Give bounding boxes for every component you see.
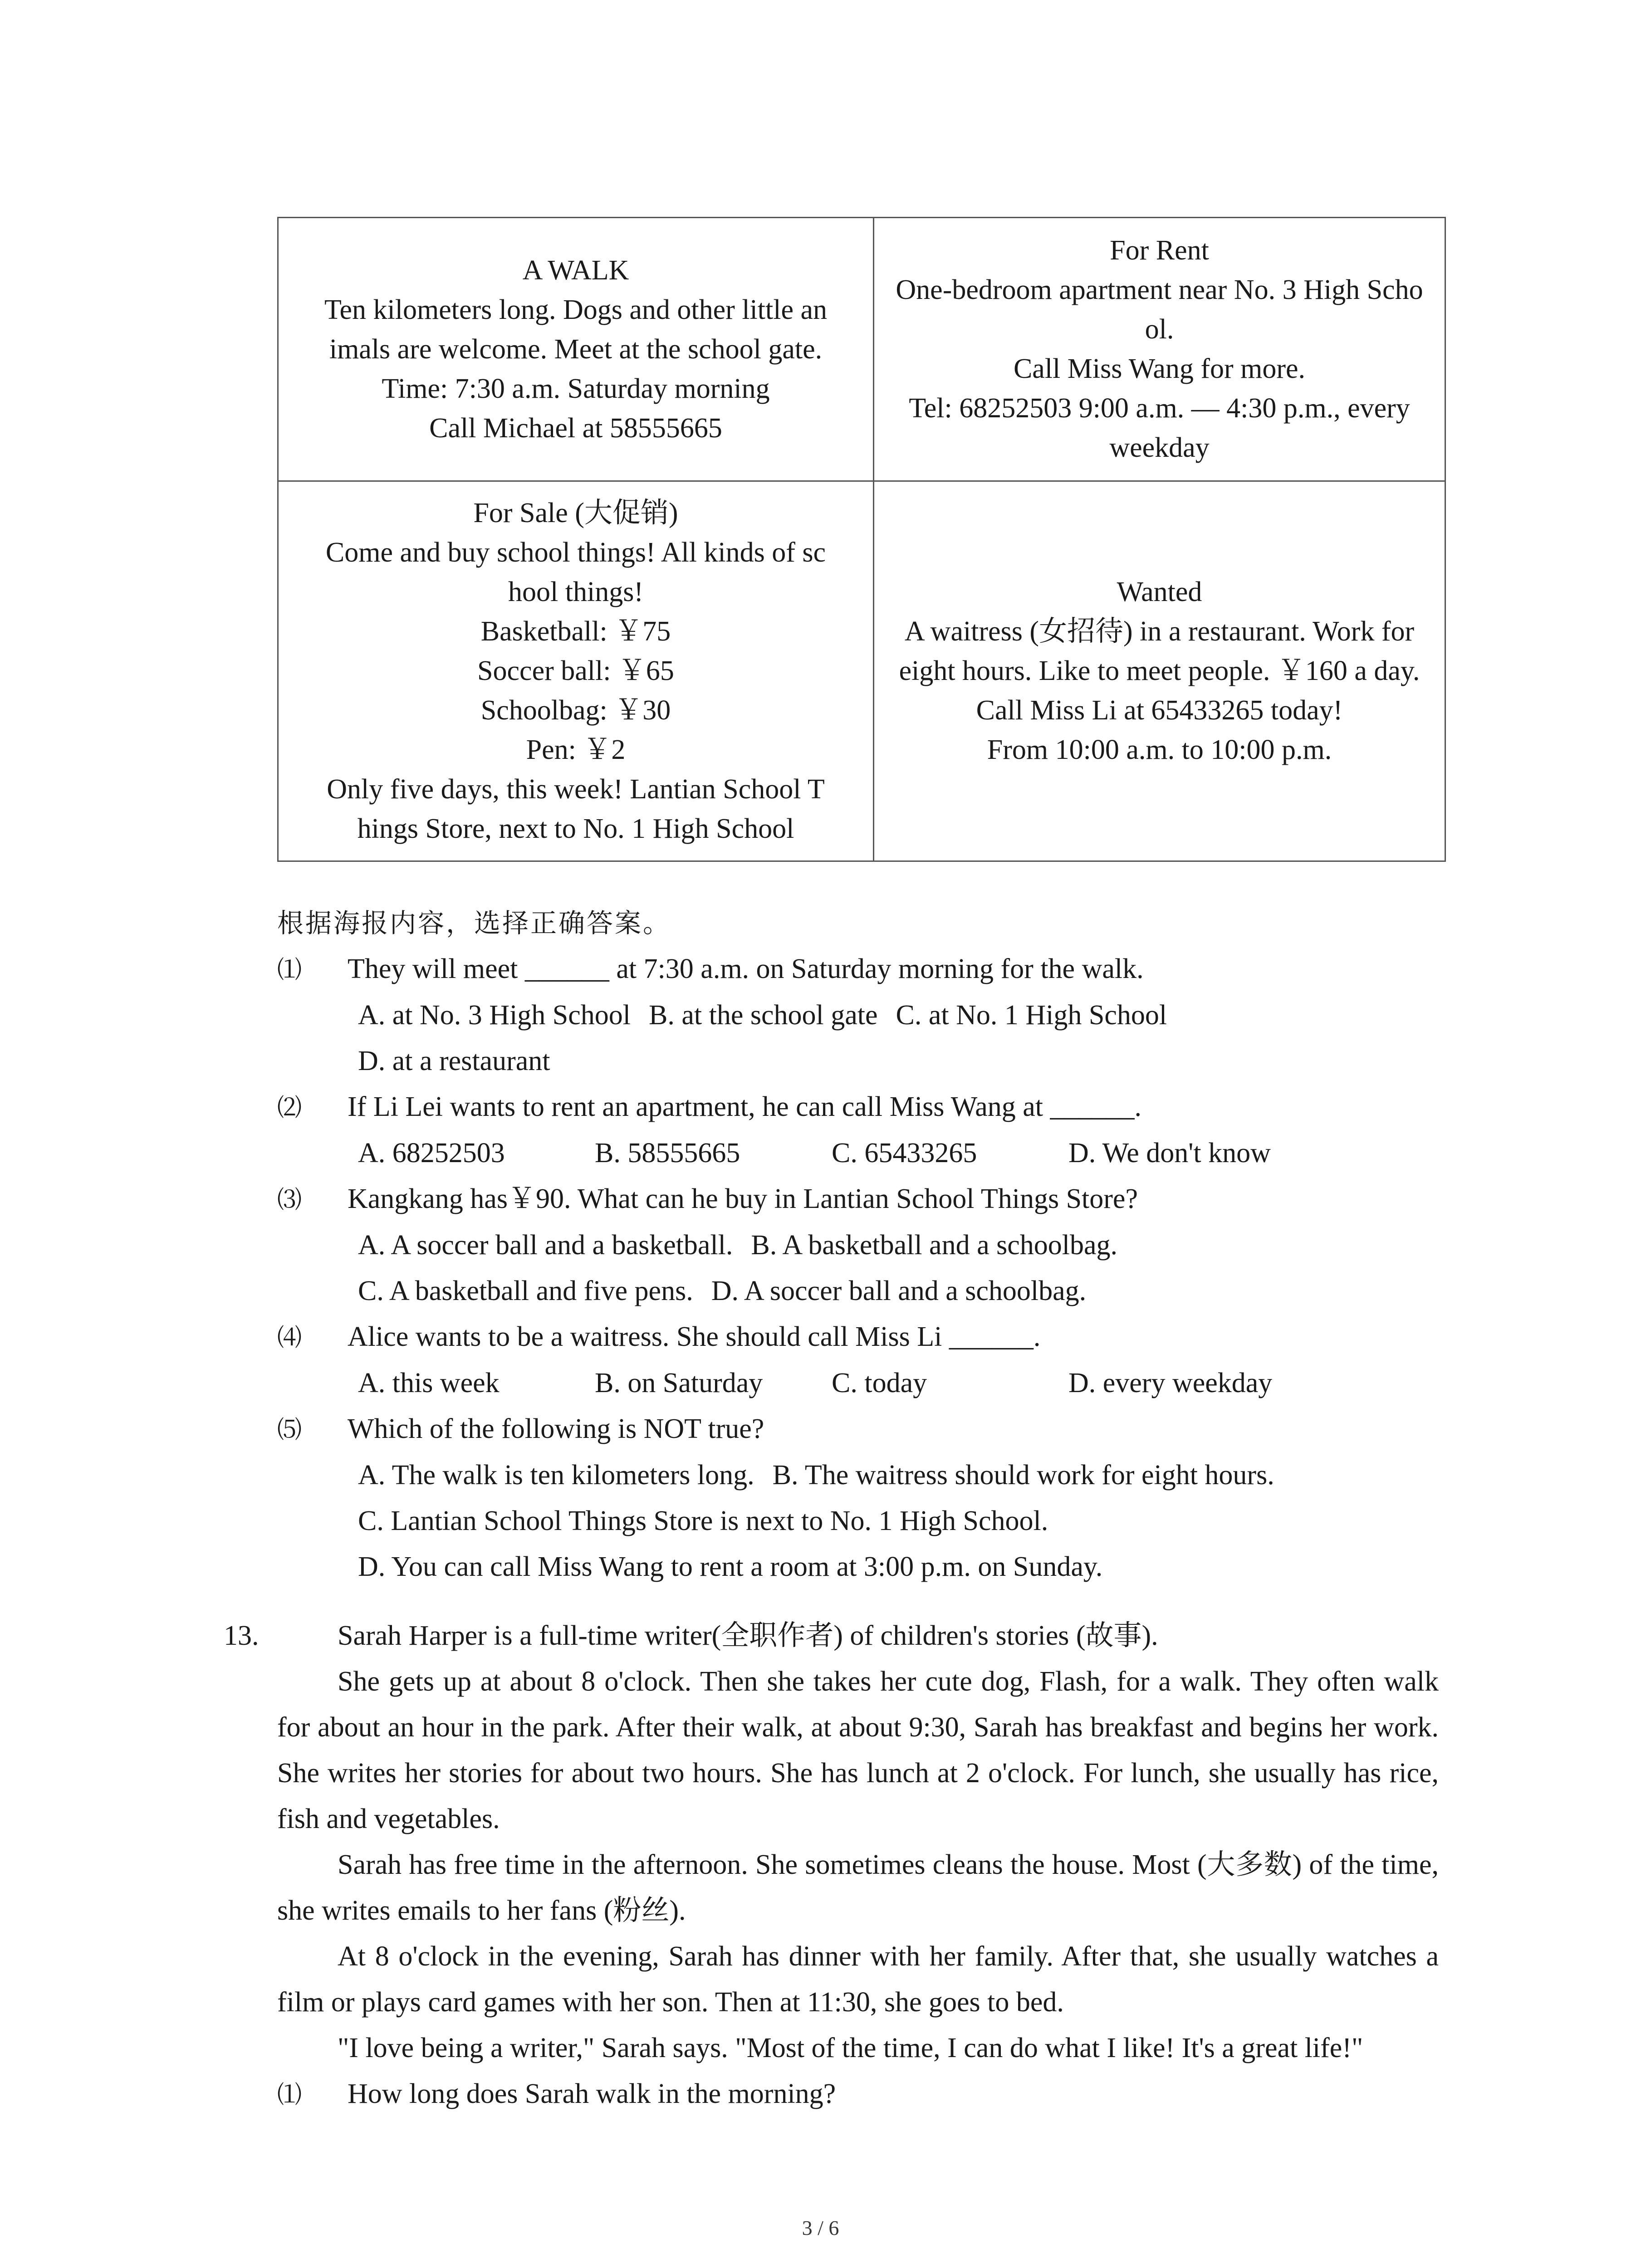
ad-line: Schoolbag: ￥30 bbox=[480, 695, 671, 726]
question-text: How long does Sarah walk in the morning? bbox=[348, 2078, 836, 2109]
paragraph: Sarah has free time in the afternoon. She sometimes cleans the house. Most (大多数) of the time, she writes emails to her fans (粉丝). bbox=[277, 1849, 1439, 1926]
option: B. at the school gate bbox=[649, 1000, 878, 1031]
ad-line: For Sale (大促销) bbox=[473, 498, 678, 528]
question-number: ⑴ bbox=[277, 955, 302, 984]
ad-line: weekday bbox=[1109, 432, 1210, 463]
question-text: Alice wants to be a waitress. She should call Miss Li ______. bbox=[348, 1321, 1041, 1352]
option: A. this week bbox=[358, 1368, 500, 1398]
options-line bbox=[277, 1130, 1457, 1176]
option: B. on Saturday bbox=[595, 1368, 763, 1398]
options-line bbox=[277, 1544, 1457, 1590]
question-number: ⑴ bbox=[277, 2080, 302, 2109]
option: C. 65433265 bbox=[832, 1138, 977, 1168]
option: A. 68252503 bbox=[358, 1138, 505, 1168]
question-13 bbox=[224, 1613, 1439, 2117]
question-number: 13. bbox=[224, 1620, 259, 1651]
ad-line: Come and buy school things! All kinds of sc bbox=[325, 537, 826, 568]
question-12-area bbox=[277, 900, 1457, 1590]
ad-wanted bbox=[874, 481, 1445, 861]
ad-line: A WALK bbox=[522, 254, 629, 286]
option: B. 58555665 bbox=[595, 1138, 740, 1168]
ad-line: Soccer ball: ￥65 bbox=[477, 655, 674, 686]
question-line bbox=[277, 1314, 1457, 1360]
option: D. You can call Miss Wang to rent a room at 3:00 p.m. on Sunday. bbox=[358, 1551, 1103, 1582]
ad-line: hings Store, next to No. 1 High School bbox=[357, 813, 794, 844]
option: A. A soccer ball and a basketball. bbox=[358, 1230, 733, 1261]
paragraph: "I love being a writer," Sarah says. "Most of the time, I can do what I like! It's a great life!" bbox=[338, 2033, 1363, 2063]
options-line bbox=[277, 992, 1457, 1038]
option: C. today bbox=[832, 1368, 927, 1398]
ad-line: Basketball: ￥75 bbox=[480, 616, 671, 647]
question-line bbox=[277, 2071, 1439, 2117]
ad-line: Tel: 68252503 9:00 a.m. — 4:30 p.m., every bbox=[909, 393, 1410, 424]
options-line bbox=[277, 1038, 1457, 1084]
options-line bbox=[277, 1222, 1457, 1268]
option: D. every weekday bbox=[1068, 1368, 1273, 1398]
question-number: ⑵ bbox=[277, 1093, 302, 1122]
ad-line: hool things! bbox=[508, 577, 643, 607]
ad-line: From 10:00 a.m. to 10:00 p.m. bbox=[987, 734, 1332, 765]
ad-walk bbox=[278, 218, 874, 481]
ad-line: For Rent bbox=[1110, 235, 1209, 266]
ads-table bbox=[277, 217, 1446, 862]
option: D. We don't know bbox=[1068, 1138, 1271, 1168]
page-number: 3 / 6 bbox=[802, 2216, 839, 2239]
ad-line: Call Miss Wang for more. bbox=[1013, 353, 1306, 384]
ad-line: ol. bbox=[1145, 314, 1174, 345]
ad-line: Time: 7:30 a.m. Saturday morning bbox=[382, 373, 770, 404]
question-text: If Li Lei wants to rent an apartment, he can call Miss Wang at ______. bbox=[348, 1091, 1142, 1122]
ad-line: imals are welcome. Meet at the school gate. bbox=[329, 333, 823, 365]
ad-line: Ten kilometers long. Dogs and other little an bbox=[324, 294, 827, 325]
option: D. at a restaurant bbox=[358, 1046, 550, 1076]
ad-line: Call Miss Li at 65433265 today! bbox=[976, 695, 1343, 726]
question-line bbox=[277, 1084, 1457, 1130]
paragraph: Sarah Harper is a full-time writer(全职作者) of children's stories (故事). bbox=[338, 1620, 1158, 1651]
question-text: Kangkang has￥90. What can he buy in Lantian School Things Store? bbox=[348, 1183, 1138, 1214]
question-text: Which of the following is NOT true? bbox=[348, 1413, 764, 1444]
option: A. at No. 3 High School bbox=[358, 1000, 631, 1031]
ad-line: One-bedroom apartment near No. 3 High Scho bbox=[896, 274, 1423, 305]
question-line bbox=[277, 946, 1457, 992]
option: C. Lantian School Things Store is next to No. 1 High School. bbox=[358, 1505, 1048, 1536]
option: D. A soccer ball and a schoolbag. bbox=[711, 1276, 1087, 1306]
option: C. at No. 1 High School bbox=[896, 1000, 1167, 1031]
question-text: They will meet ______ at 7:30 a.m. on Saturday morning for the walk. bbox=[348, 953, 1144, 984]
ad-line: Wanted bbox=[1117, 577, 1202, 607]
question-number: ⑸ bbox=[277, 1415, 302, 1444]
ad-sale bbox=[278, 481, 874, 861]
option: B. The waitress should work for eight hours. bbox=[772, 1460, 1274, 1491]
ad-line: eight hours. Like to meet people. ￥160 a day. bbox=[899, 655, 1420, 686]
option: C. A basketball and five pens. bbox=[358, 1276, 693, 1306]
option: B. A basketball and a schoolbag. bbox=[751, 1230, 1117, 1261]
options-line bbox=[277, 1452, 1457, 1498]
ad-line: Only five days, this week! Lantian School T bbox=[327, 774, 825, 805]
options-line bbox=[277, 1498, 1457, 1544]
ad-rent bbox=[874, 218, 1445, 481]
option: A. The walk is ten kilometers long. bbox=[358, 1460, 754, 1491]
ad-line: A waitress (女招待) in a restaurant. Work for bbox=[904, 616, 1415, 647]
options-line bbox=[277, 1268, 1457, 1314]
paragraph: At 8 o'clock in the evening, Sarah has dinner with her family. After that, she usually watches a film or plays card games with her son. Then at 11:30, she goes to bed. bbox=[277, 1941, 1439, 2018]
paragraph: She gets up at about 8 o'clock. Then she takes her cute dog, Flash, for a walk. They often walk for about an hour in the park. After their walk, at about 9:30, Sarah has breakfast and begins her work. She writes her stories for about two hours. She has lunch at 2 o'clock. For lunch, she usually has rice, fish and vegetables. bbox=[277, 1666, 1439, 1834]
question-line bbox=[277, 1176, 1457, 1222]
options-line bbox=[277, 1360, 1457, 1406]
question-number: ⑶ bbox=[277, 1185, 302, 1214]
ad-line: Call Michael at 58555665 bbox=[429, 412, 722, 444]
question-number: ⑷ bbox=[277, 1323, 302, 1352]
question-line bbox=[277, 1406, 1457, 1452]
ad-line: Pen: ￥2 bbox=[526, 734, 626, 765]
instruction: 根据海报内容，选择正确答案。 bbox=[277, 908, 671, 938]
